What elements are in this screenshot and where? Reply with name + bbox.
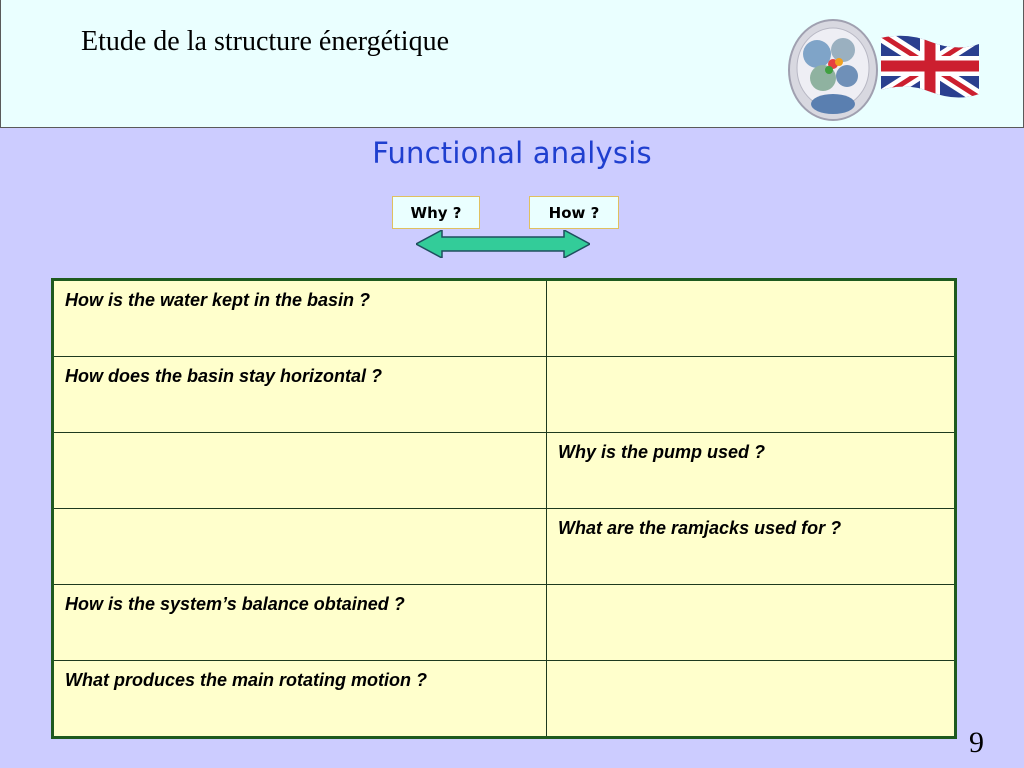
table-row bbox=[53, 280, 956, 357]
double-headed-arrow-icon bbox=[416, 230, 590, 258]
table-cell-right bbox=[547, 357, 956, 433]
table-row bbox=[53, 357, 956, 433]
uk-flag-icon bbox=[877, 32, 983, 100]
table-cell-left: How does the basin stay horizontal ? bbox=[53, 357, 547, 433]
table-cell-left bbox=[53, 509, 547, 585]
table-cell-right bbox=[547, 661, 956, 738]
table-row bbox=[53, 433, 956, 509]
why-label: Why ? bbox=[392, 196, 480, 229]
table-cell-right bbox=[547, 280, 956, 357]
table-row bbox=[53, 661, 956, 738]
functional-analysis-table bbox=[51, 278, 957, 739]
table-cell-left bbox=[53, 433, 547, 509]
table-cell-right: Why is the pump used ? bbox=[547, 433, 956, 509]
page-number: 9 bbox=[969, 726, 984, 759]
table-cell-right bbox=[547, 585, 956, 661]
how-label: How ? bbox=[529, 196, 619, 229]
table-cell-left: How is the system’s balance obtained ? bbox=[53, 585, 547, 661]
section-title: Functional analysis bbox=[372, 136, 652, 170]
header-title: Etude de la structure énergétique bbox=[81, 26, 449, 57]
table-cell-right: What are the ramjacks used for ? bbox=[547, 509, 956, 585]
header-bar bbox=[0, 0, 1024, 128]
energy-structure-logo-icon bbox=[787, 18, 879, 122]
table-cell-left: What produces the main rotating motion ? bbox=[53, 661, 547, 738]
table-cell-left: How is the water kept in the basin ? bbox=[53, 280, 547, 357]
table-row bbox=[53, 585, 956, 661]
table-row bbox=[53, 509, 956, 585]
